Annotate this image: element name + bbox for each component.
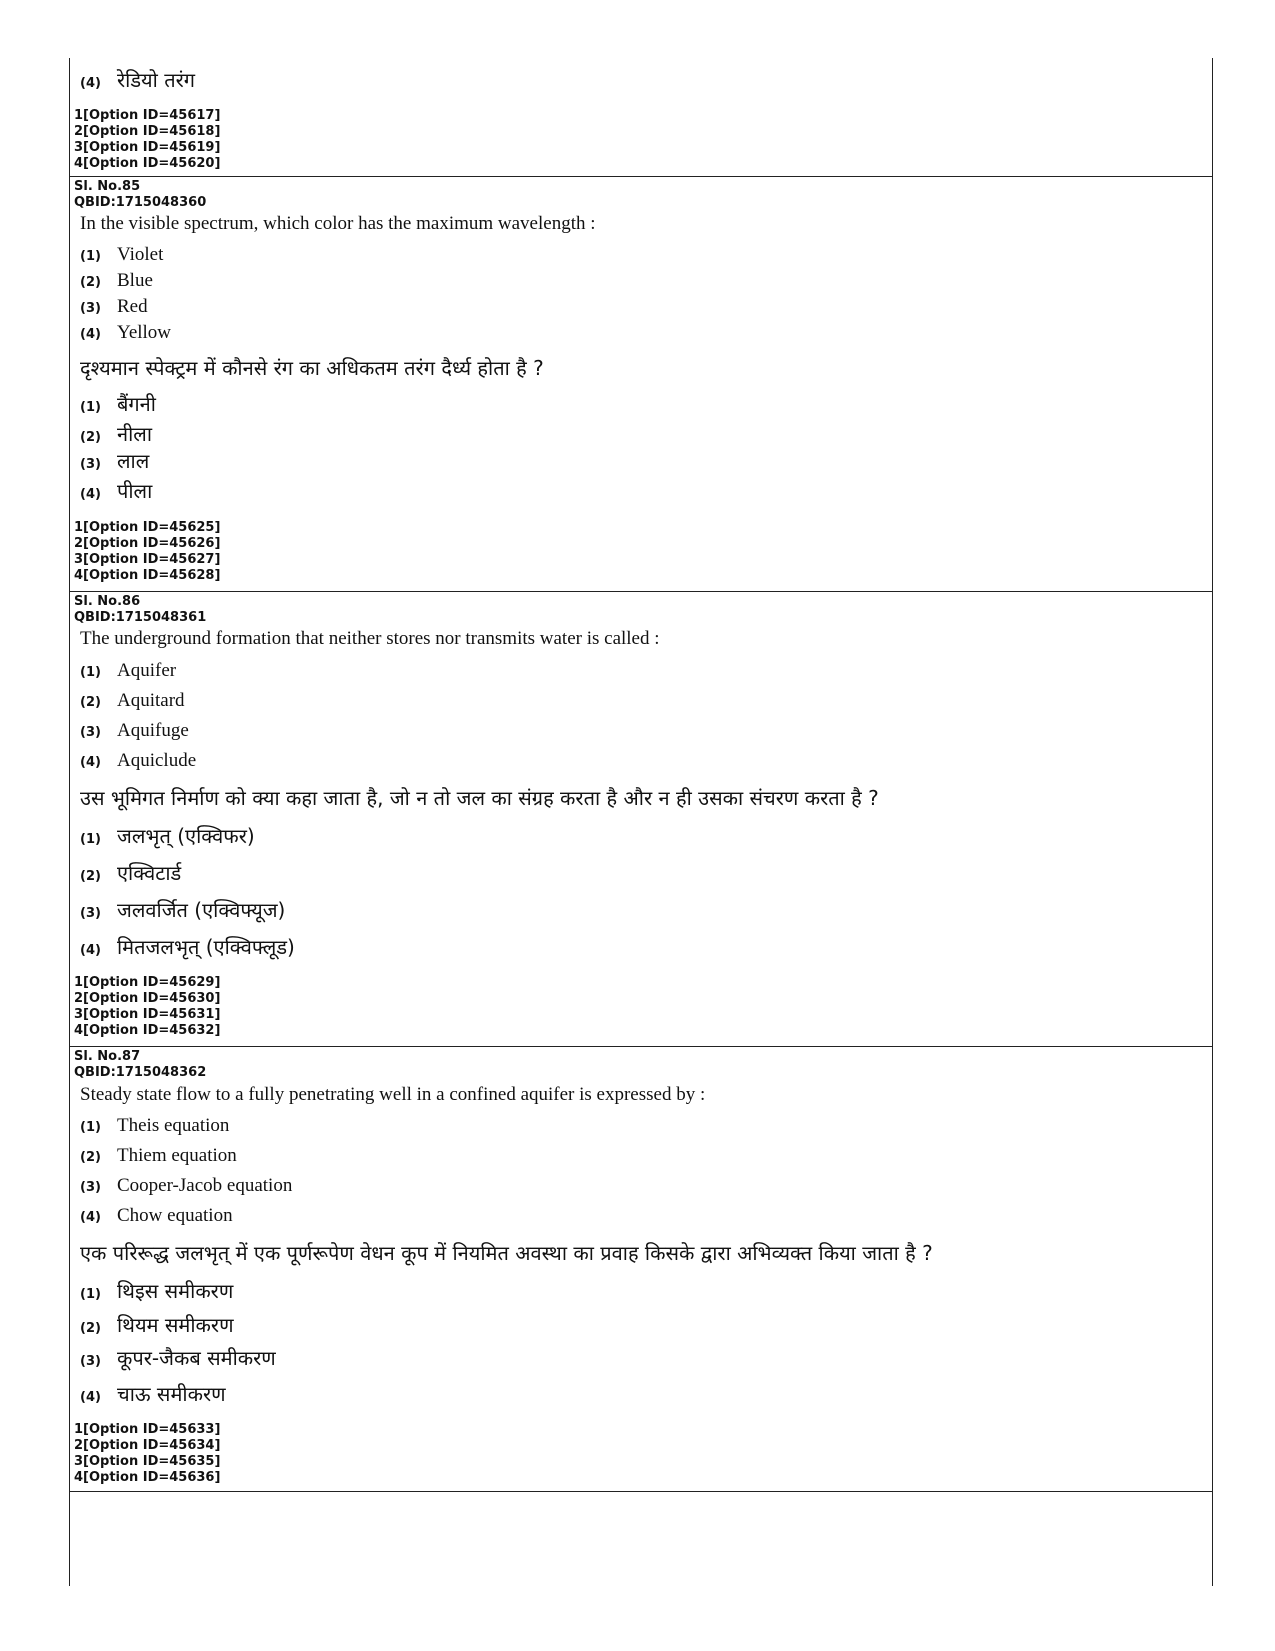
option-text-en: Aquifuge bbox=[117, 720, 189, 741]
option-id: 4[Option ID=45632] bbox=[74, 1023, 221, 1038]
prev-option-ids bbox=[74, 108, 220, 172]
option-text-en: Theis equation bbox=[117, 1115, 230, 1136]
question-text-en: In the visible spectrum, which color has the maximum wavelength : bbox=[80, 213, 596, 234]
option-hi-4 bbox=[80, 477, 152, 504]
option-id: 1[Option ID=45617] bbox=[74, 108, 221, 123]
option-text-hi: नीला bbox=[117, 422, 153, 446]
option-number: (2) bbox=[80, 275, 101, 290]
question-text-en: Steady state flow to a fully penetrating well in a confined aquifer is expressed by : bbox=[80, 1084, 706, 1105]
option-text-en: Aquitard bbox=[117, 690, 185, 711]
option-text-hi: एक्विटार्ड bbox=[117, 861, 182, 885]
question-paper-page bbox=[69, 58, 1213, 1586]
divider bbox=[70, 591, 1212, 592]
option-text-hi: पीला bbox=[117, 479, 153, 503]
option-number: (3) bbox=[80, 1180, 101, 1195]
option-id: 3[Option ID=45619] bbox=[74, 140, 221, 155]
option-number: (4) bbox=[80, 76, 101, 91]
qbid: QBID:1715048361 bbox=[74, 610, 207, 625]
serial-number: Sl. No.87 bbox=[74, 1049, 141, 1064]
option-text-hi: चाऊ समीकरण bbox=[117, 1382, 226, 1406]
question-text-hi: दृश्यमान स्पेक्ट्रम में कौनसे रंग का अधिकतम तरंग दैर्ध्य होता है ? bbox=[80, 356, 544, 380]
option-id: 1[Option ID=45629] bbox=[74, 975, 221, 990]
option-hi-3 bbox=[80, 896, 285, 923]
option-number: (4) bbox=[80, 755, 101, 770]
option-text-en: Yellow bbox=[117, 322, 172, 343]
question-text-en: The underground formation that neither stores nor transmits water is called : bbox=[80, 628, 660, 649]
option-number: (1) bbox=[80, 249, 101, 264]
option-number: (3) bbox=[80, 906, 101, 921]
divider bbox=[70, 1046, 1212, 1047]
option-id: 4[Option ID=45628] bbox=[74, 568, 221, 583]
option-ids bbox=[74, 520, 220, 584]
option-number: (3) bbox=[80, 725, 101, 740]
divider bbox=[70, 176, 1212, 177]
option-id: 4[Option ID=45636] bbox=[74, 1470, 221, 1485]
option-id: 2[Option ID=45634] bbox=[74, 1438, 221, 1453]
option-ids bbox=[74, 975, 220, 1039]
option-en-4 bbox=[80, 1205, 233, 1227]
option-id: 1[Option ID=45625] bbox=[74, 520, 221, 535]
option-en-1 bbox=[80, 244, 163, 266]
option-en-1 bbox=[80, 660, 176, 682]
option-id: 3[Option ID=45627] bbox=[74, 552, 221, 567]
option-number: (4) bbox=[80, 1390, 101, 1405]
option-number: (3) bbox=[80, 1354, 101, 1369]
option-number: (2) bbox=[80, 1321, 101, 1336]
option-id: 4[Option ID=45620] bbox=[74, 156, 221, 171]
option-text-en: Chow equation bbox=[117, 1205, 233, 1226]
option-text-hi: कूपर-जैकब समीकरण bbox=[117, 1346, 276, 1370]
option-number: (1) bbox=[80, 1287, 101, 1302]
option-id: 2[Option ID=45626] bbox=[74, 536, 221, 551]
option-number: (4) bbox=[80, 327, 101, 342]
divider bbox=[70, 1491, 1212, 1492]
option-number: (1) bbox=[80, 665, 101, 680]
option-en-2 bbox=[80, 690, 185, 712]
option-number: (1) bbox=[80, 1120, 101, 1135]
option-hi-4 bbox=[80, 933, 295, 960]
option-number: (3) bbox=[80, 301, 101, 316]
option-number: (2) bbox=[80, 430, 101, 445]
option-text-hi: लाल bbox=[117, 449, 150, 473]
option-number: (3) bbox=[80, 457, 101, 472]
option-en-1 bbox=[80, 1115, 229, 1137]
option-hi-3 bbox=[80, 1344, 276, 1371]
option-number: (1) bbox=[80, 832, 101, 847]
option-number: (2) bbox=[80, 869, 101, 884]
option-en-3 bbox=[80, 720, 189, 742]
qbid: QBID:1715048362 bbox=[74, 1065, 207, 1080]
option-text-en: Violet bbox=[117, 244, 164, 265]
option-text-hi: रेडियो तरंग bbox=[117, 68, 196, 92]
question-text-hi: एक परिरूद्ध जलभृत् में एक पूर्णरूपेण वेधन कूप में नियमित अवस्था का प्रवाह किसके द्वारा अभिव्यक्त किया जाता है ? bbox=[80, 1241, 933, 1265]
option-hi-3 bbox=[80, 447, 149, 474]
option-text-en: Cooper-Jacob equation bbox=[117, 1175, 293, 1196]
option-text-hi: जलभृत् (एक्विफर) bbox=[117, 824, 255, 848]
option-hi-1 bbox=[80, 1277, 233, 1304]
option-hi-2 bbox=[80, 859, 181, 886]
option-number: (2) bbox=[80, 695, 101, 710]
option-number: (4) bbox=[80, 943, 101, 958]
question-text-hi: उस भूमिगत निर्माण को क्या कहा जाता है, जो न तो जल का संग्रह करता है और न ही उसका संचरण करता है ? bbox=[80, 786, 879, 810]
option-hi-1 bbox=[80, 390, 156, 417]
option-text-hi: बैंगनी bbox=[117, 392, 156, 416]
option-en-3 bbox=[80, 1175, 292, 1197]
prev-option-4 bbox=[80, 66, 195, 93]
option-text-hi: मितजलभृत् (एक्विफ्लूड) bbox=[117, 935, 295, 959]
option-id: 1[Option ID=45633] bbox=[74, 1422, 221, 1437]
option-number: (4) bbox=[80, 1210, 101, 1225]
option-id: 2[Option ID=45618] bbox=[74, 124, 221, 139]
option-en-4 bbox=[80, 322, 171, 344]
option-number: (1) bbox=[80, 400, 101, 415]
option-text-en: Aquiclude bbox=[117, 750, 197, 771]
option-hi-2 bbox=[80, 420, 152, 447]
option-hi-4 bbox=[80, 1380, 226, 1407]
option-en-4 bbox=[80, 750, 196, 772]
option-en-2 bbox=[80, 1145, 237, 1167]
option-en-2 bbox=[80, 270, 153, 292]
option-text-hi: जलवर्जित (एक्विफ्यूज) bbox=[117, 898, 286, 922]
option-hi-1 bbox=[80, 822, 255, 849]
option-id: 3[Option ID=45631] bbox=[74, 1007, 221, 1022]
option-text-en: Red bbox=[117, 296, 148, 317]
serial-number: Sl. No.85 bbox=[74, 179, 141, 194]
option-en-3 bbox=[80, 296, 148, 318]
option-text-en: Thiem equation bbox=[117, 1145, 237, 1166]
serial-number: Sl. No.86 bbox=[74, 594, 141, 609]
option-number: (4) bbox=[80, 487, 101, 502]
option-text-hi: थिइस समीकरण bbox=[117, 1279, 234, 1303]
qbid: QBID:1715048360 bbox=[74, 195, 207, 210]
option-hi-2 bbox=[80, 1311, 234, 1338]
option-text-hi: थियम समीकरण bbox=[117, 1313, 234, 1337]
option-id: 3[Option ID=45635] bbox=[74, 1454, 221, 1469]
option-text-en: Aquifer bbox=[117, 660, 177, 681]
option-ids bbox=[74, 1422, 220, 1486]
option-id: 2[Option ID=45630] bbox=[74, 991, 221, 1006]
option-text-en: Blue bbox=[117, 270, 153, 291]
option-number: (2) bbox=[80, 1150, 101, 1165]
